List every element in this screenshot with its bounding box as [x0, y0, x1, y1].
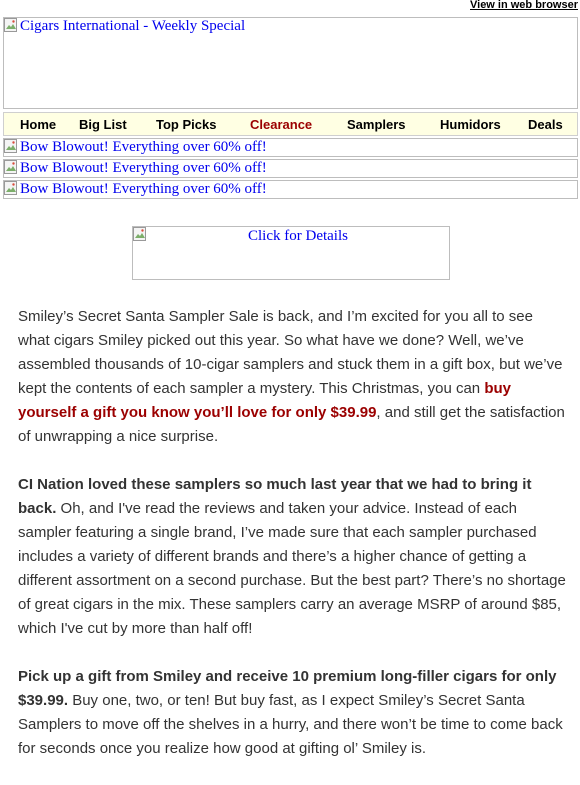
banner-alt: Bow Blowout! Everything over 60% off! — [20, 181, 267, 197]
nav-bar — [3, 112, 578, 136]
paragraph-text: Smiley’s Secret Santa Sampler Sale is back, and I’m excited for you all to see what cigars Smiley picked out this year. So what have we done? Well, we’ve assembled thousands of 10-cigar samplers and stuck them in a gift box, but we’ve kept the contents of each sampler a mystery. This Christmas, you can — [18, 308, 563, 397]
broken-image-icon — [4, 181, 18, 196]
click-for-details-image[interactable] — [132, 226, 450, 280]
broken-image-icon — [4, 139, 18, 154]
broken-image-icon — [4, 18, 18, 33]
banner-image[interactable] — [3, 180, 578, 199]
banner-image[interactable] — [3, 138, 578, 157]
header-image-alt: Cigars International - Weekly Special — [20, 18, 246, 34]
paragraph-1 — [18, 305, 566, 449]
nav-top-picks[interactable]: Top Picks — [156, 117, 217, 132]
view-in-browser-link[interactable]: View in web browser — [470, 0, 578, 11]
paragraph-text: Buy one, two, or ten! But buy fast, as I expect Smiley’s Secret Santa Samplers to move off the shelves in a hurry, and there won’t be time to come back for seconds once you realize how good at gifting ol’ Smiley is. — [18, 692, 563, 757]
body-copy — [18, 305, 566, 785]
nav-humidors[interactable]: Humidors — [440, 117, 501, 132]
nav-home[interactable]: Home — [20, 117, 57, 132]
nav-big-list[interactable]: Big List — [79, 117, 127, 132]
highlight-offer: buy yourself a gift you know you’ll love for only $39.99 — [18, 380, 511, 421]
paragraph-lead: Pick up a gift from Smiley and receive 10 premium long-filler cigars for only $39.99. — [18, 668, 557, 709]
header-image[interactable] — [3, 17, 578, 109]
broken-image-icon — [4, 160, 18, 175]
broken-image-icon — [133, 227, 147, 242]
paragraph-lead: CI Nation loved these samplers so much last year that we had to bring it back. — [18, 476, 532, 517]
nav-deals[interactable]: Deals — [528, 117, 563, 132]
nav-clearance[interactable]: Clearance — [250, 117, 313, 132]
paragraph-text: , and still get the satisfaction of unwrapping a nice surprise. — [18, 404, 565, 445]
paragraph-text: Oh, and I've read the reviews and taken your advice. Instead of each sampler featuring a single brand, I’ve made sure that each sampler purchased includes a variety of different brands and there’s a higher chance of getting a different assortment on a second purchase. But the best part? There’s no shortage of great cigars in the mix. These samplers carry an average MSRP of around $85, which I've cut by more than half off! — [18, 500, 566, 637]
banner-alt: Bow Blowout! Everything over 60% off! — [20, 139, 267, 155]
nav-samplers[interactable]: Samplers — [347, 117, 406, 132]
paragraph-3 — [18, 665, 566, 761]
banner-image[interactable] — [3, 159, 578, 178]
banner-alt: Bow Blowout! Everything over 60% off! — [20, 160, 267, 176]
details-image-alt: Click for Details — [248, 228, 348, 244]
top-bar — [0, 0, 580, 14]
paragraph-2 — [18, 473, 566, 641]
